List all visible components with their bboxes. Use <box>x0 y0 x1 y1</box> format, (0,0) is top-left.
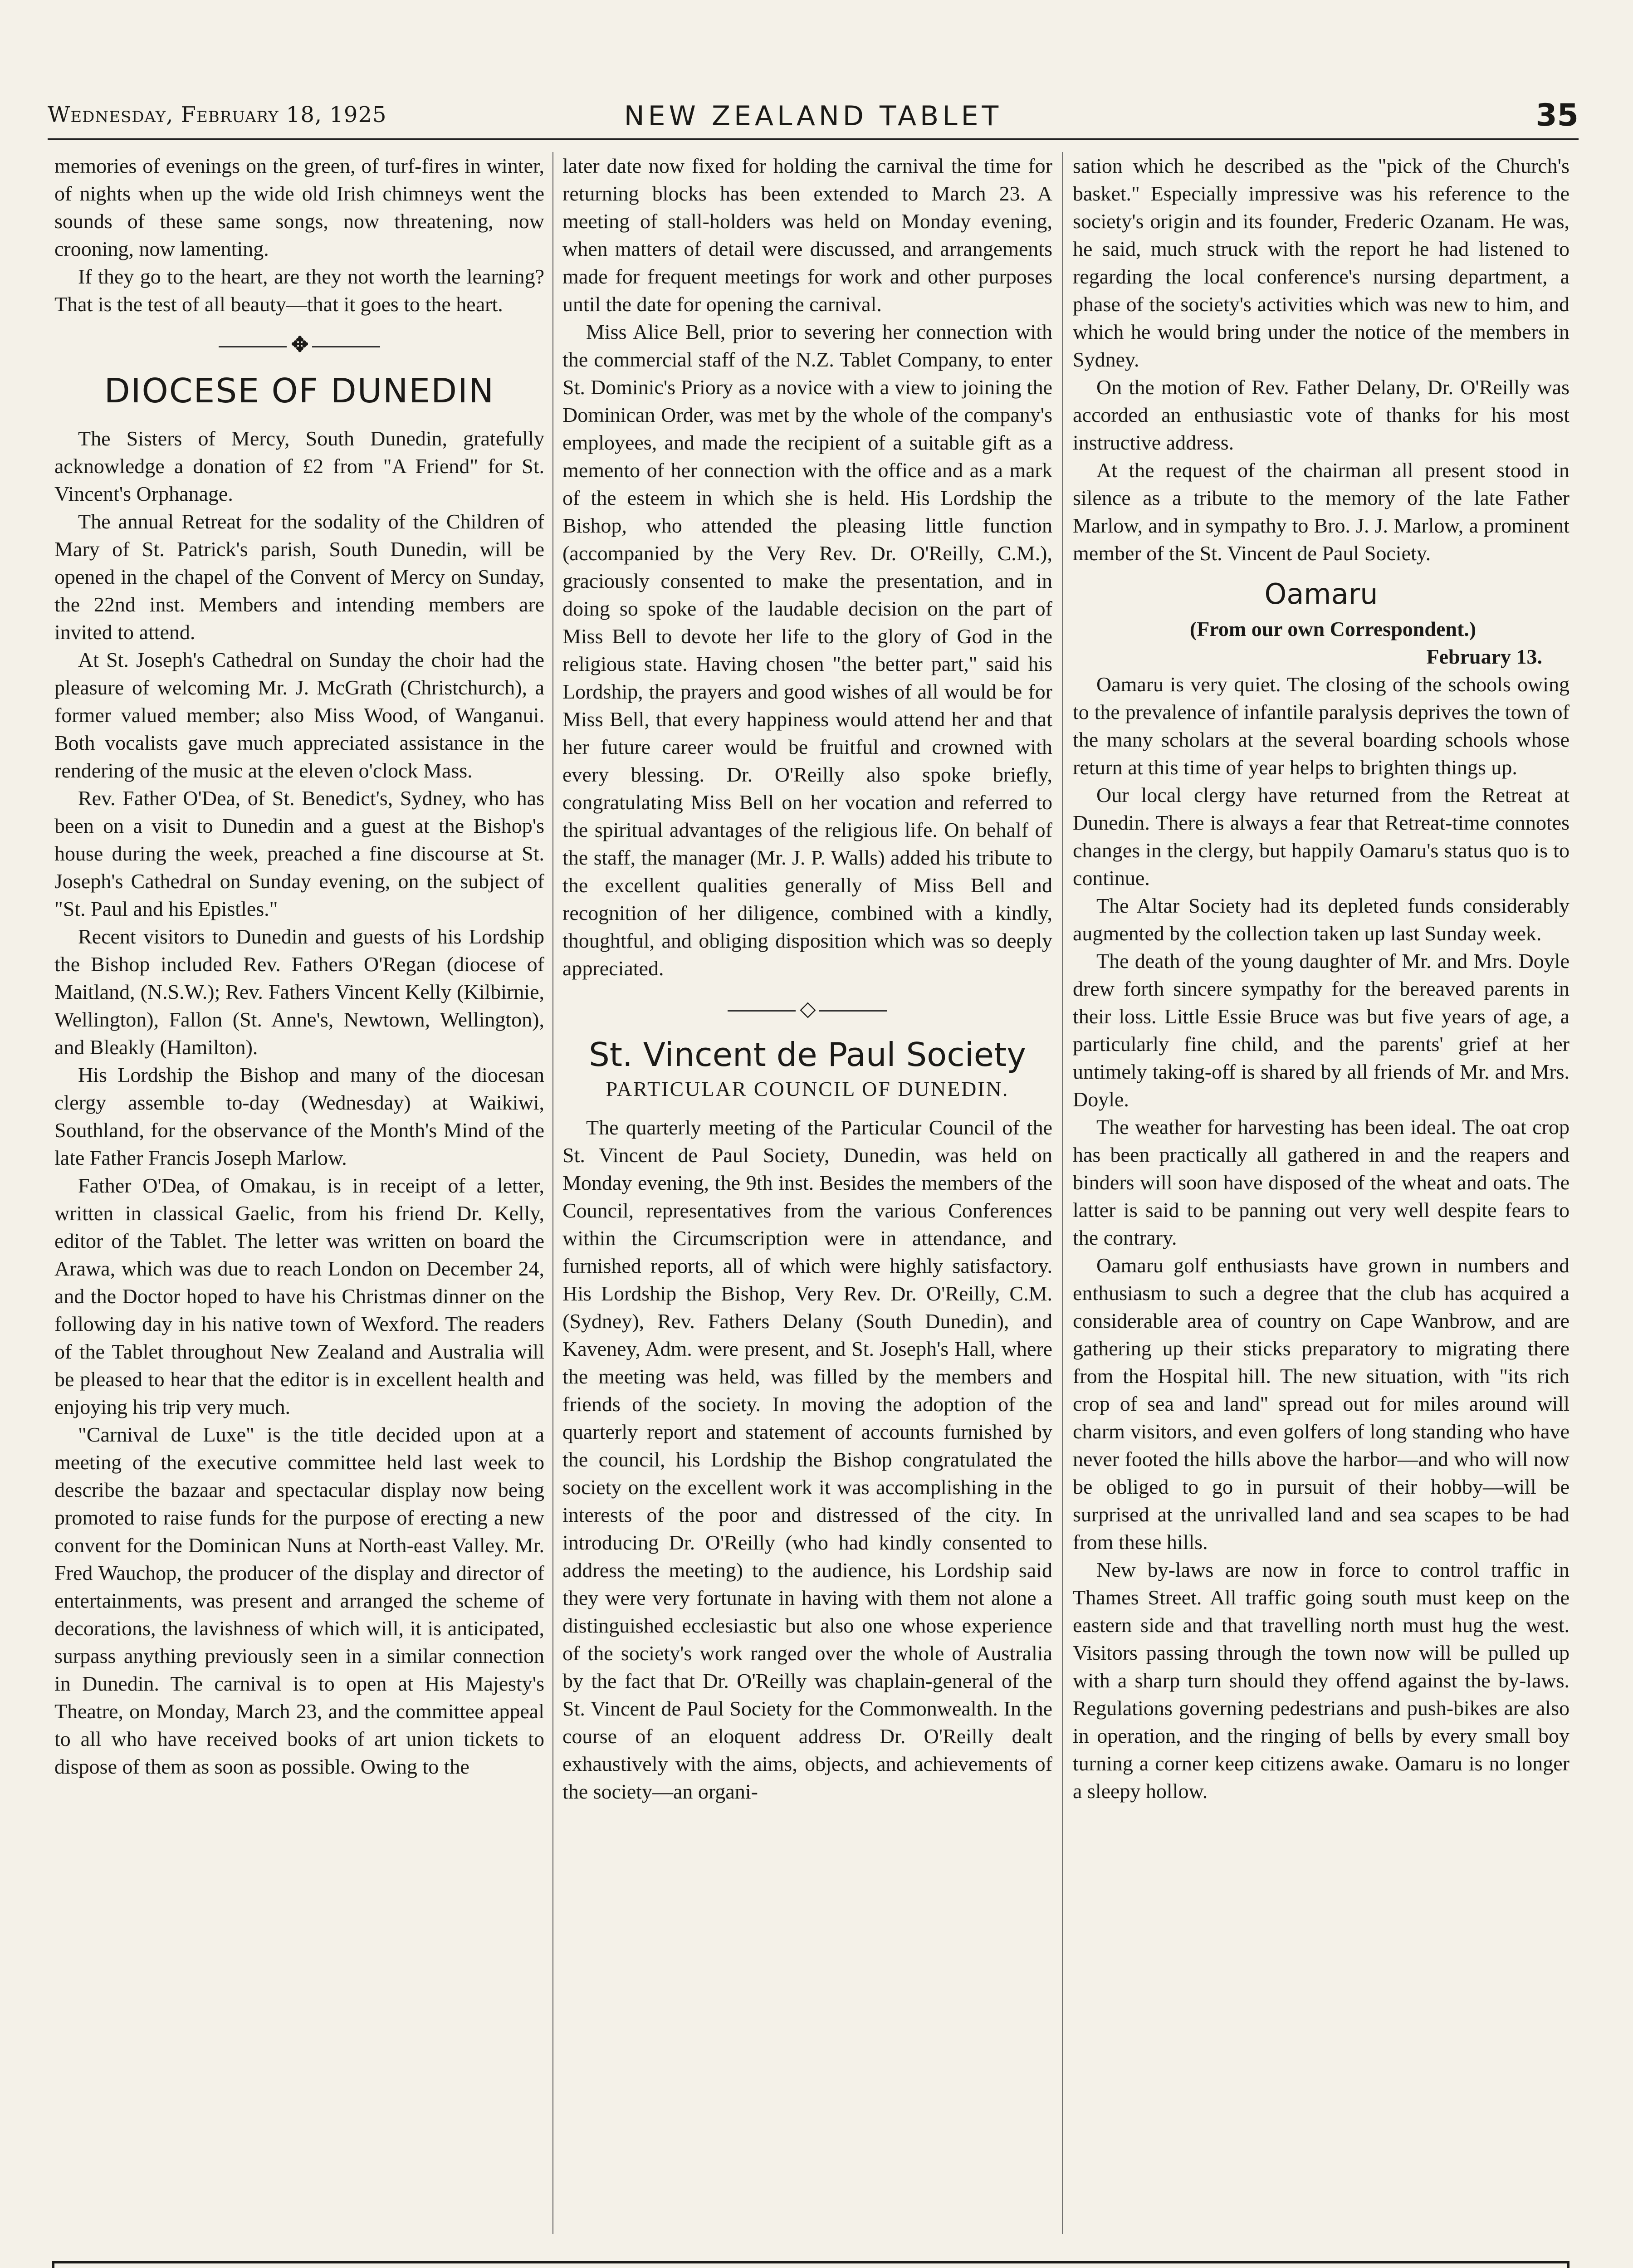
advertisement-banner <box>52 2261 1569 2268</box>
section-divider <box>562 995 1052 1022</box>
section-heading: Oamaru <box>1264 577 1378 611</box>
paragraph: Our local clergy have returned from the Retreat at Dunedin. There is always a fear that Retreat-time connotes changes in the clergy, but happily Oamaru's status quo is to continue. <box>1073 783 1569 890</box>
section-divider <box>54 331 544 358</box>
divider-ornament: ◇ <box>800 997 815 1020</box>
paragraph: Rev. Father O'Dea, of St. Benedict's, Sydney, who has been on a visit to Dunedin and a guest at the Bishop's house during the week, preached a fine discourse at St. Joseph's Cathedral on Sunday evening, on the subject of "St. Paul and his Epistles." <box>54 787 544 920</box>
masthead-title: NEW ZEALAND TABLET <box>624 100 1002 132</box>
paragraph: New by-laws are now in force to control traffic in Thames Street. All traffic going south must keep on the eastern side and that travelling north must hug the west. Visitors passing through the town now will be pulled up with a sharp turn should they offend against the by-laws. Regulations governing pedestrians and push-bikes are also in operation, and the ringing of bells by every small boy turning a corner keep citizens awake. Oamaru is no longer a sleepy hollow. <box>1073 1558 1569 1803</box>
paragraph: "Carnival de Luxe" is the title decided upon at a meeting of the executive committee held last week to describe the bazaar and spectacular display now being promoted to raise funds for the purpose of erecting a new convent for the Dominican Nuns at North-east Valley. Mr. Fred Wauchop, the producer of the display and director of entertainments, was present and arranged the scheme of decorations, the lavishness of which will, it is anticipated, surpass anything previously seen in a similar connection in Dunedin. The carnival is to open at His Majesty's Theatre, on Monday, March 23, and the committee appeal to all who have received books of art union tickets to dispose of them as soon as possible. Owing to the <box>54 1423 544 1778</box>
paragraph: The weather for harvesting has been ideal. The oat crop has been practically all gathered in and the reapers and binders will soon have disposed of the wheat and oats. The latter is said to be panning out very well despite fears to the contrary. <box>1073 1115 1569 1249</box>
paragraph: On the motion of Rev. Father Delany, Dr. O'Reilly was accorded an enthusiastic vote of thanks for his most instructive address. <box>1073 376 1569 454</box>
correspondent-line: (From our own Correspondent.) <box>1189 617 1477 640</box>
paragraph: sation which he described as the "pick of the Church's basket." Especially impressive was his reference to the society's origin and its founder, Frederic Ozanam. He was, he said, much struck with the report he had listened to regarding the local conference's nursing department, a phase of the society's activities which was new to him, and which he would bring under the notice of the members in Sydney. <box>1073 154 1569 371</box>
column-2 <box>562 152 1052 2234</box>
paragraph: The Sisters of Mercy, South Dunedin, gratefully acknowledge a donation of £2 from "A Friend" for St. Vincent's Orphanage. <box>54 427 544 505</box>
paragraph: At St. Joseph's Cathedral on Sunday the choir had the pleasure of welcoming Mr. J. McGrath (Christchurch), a former valued member; also Miss Wood, of Wanganui. Both vocalists gave much appreciated assistance in the rendering of the music at the eleven o'clock Mass. <box>54 648 544 782</box>
page-number: 35 <box>1535 98 1579 133</box>
paragraph: Recent visitors to Dunedin and guests of his Lordship the Bishop included Rev. Fathers O'Regan (diocese of Maitland, (N.S.W.); Rev. Fathers Vincent Kelly (Kilbirnie, Wellington), Fallon (St. Anne's, Newtown, Wellington), and Bleakly (Hamilton). <box>54 925 544 1059</box>
divider-rule <box>312 346 380 347</box>
section-heading: St. Vincent de Paul Society <box>589 1036 1026 1074</box>
paragraph: later date now fixed for holding the carnival the time for returning blocks has been extended to March 23. A meeting of stall-holders was held on Monday evening, when matters of detail were discussed, and arrangements made for frequent meetings for work and other purposes until the date for opening the carnival. <box>562 154 1052 316</box>
dateline: February 13. <box>1426 645 1542 668</box>
paragraph: Oamaru is very quiet. The closing of the schools owing to the prevalence of infantile paralysis deprives the town of the many scholars at the several boarding schools whose return at this time of year helps to brighten things up. <box>1073 673 1569 779</box>
column-rule <box>552 152 553 2234</box>
paragraph: Oamaru golf enthusiasts have grown in numbers and enthusiasm to such a degree that the club has acquired a considerable area of country on Cape Wanbrow, and are gathering up their sticks preparatory to migrating there from the Hospital hill. The new situation, with "its rich crop of sea and land" spread out for miles around will charm visitors, and even golfers of long standing who have never footed the hills above the harbor—and who will now be obliged to go in pursuit of their hobby—will be surprised at the unrivalled land and sea scapes to be had from these hills. <box>1073 1254 1569 1554</box>
divider-rule <box>728 1010 796 1012</box>
paragraph: Miss Alice Bell, prior to severing her connection with the commercial staff of the N.Z. Tablet Company, to enter St. Dominic's Priory as a novice with a view to joining the Dominican Order, was met by the whole of the company's employees, and made the recipient of a suitable gift as a memento of her connection with the office and as a mark of the esteem in which she is held. His Lordship the Bishop, who attended the pleasing little function (accompanied by the Very Rev. Dr. O'Reilly, C.M.), graciously consented to make the presentation, and in doing so spoke of the laudable decision on the part of Miss Bell to devote her life to the glory of God in the religious state. Having chosen "the better part," said his Lordship, the prayers and good wishes of all would be for Miss Bell, that every happiness would attend her and that her future career would be fruitful and crowned with every blessing. Dr. O'Reilly also spoke briefly, congratulating Miss Bell on her vocation and referred to the spiritual advantages of the religious life. On behalf of the staff, the manager (Mr. J. P. Walls) added his tribute to the excellent qualities generally of Miss Bell and recognition of her diligence, combined with a kindly, thoughtful, and obliging disposition which was so deeply appreciated. <box>562 320 1052 980</box>
column-3 <box>1073 152 1569 2234</box>
paragraph: The quarterly meeting of the Particular Council of the St. Vincent de Paul Society, Dunedin, was held on Monday evening, the 9th inst. Besides the members of the Council, representatives from the various Conferences within the Circumscription were in attendance, and furnished reports, all of which were highly satisfactory. His Lordship the Bishop, Very Rev. Dr. O'Reilly, C.M. (Sydney), Rev. Fathers Delany (South Dunedin), and Kaveney, Adm. were present, and St. Joseph's Hall, where the meeting was held, was filled by the members and friends of the society. In moving the adoption of the quarterly report and statement of accounts furnished by the council, his Lordship the Bishop congratulated the society on the excellent work it was accomplishing in the interests of the poor and distressed of the city. In introducing Dr. O'Reilly (who had kindly consented to address the meeting) to the audience, his Lordship said they were very fortunate in having with them not alone a distinguished ecclesiastic but also one whose experience of the society's work ranged over the whole of Australia by the fact that Dr. O'Reilly was chaplain-general of the St. Vincent de Paul Society for the Commonwealth. In the course of an eloquent address Dr. O'Reilly dealt exhaustively with the aims, objects, and achievements of the society—an organi- <box>562 1116 1052 1803</box>
header-rule <box>48 138 1579 140</box>
paragraph: If they go to the heart, are they not worth the learning? That is the test of all beauty—that it goes to the heart. <box>54 265 544 316</box>
header-date: Wednesday, February 18, 1925 <box>48 102 387 127</box>
divider-ornament: ✥ <box>291 333 308 356</box>
paragraph: memories of evenings on the green, of turf-fires in winter, of nights when up the wide old Irish chimneys went the sounds of these same songs, now threatening, now crooning, now lamenting. <box>54 154 544 260</box>
paragraph: His Lordship the Bishop and many of the diocesan clergy assemble to-day (Wednesday) at Waikiwi, Southland, for the observance of the Month's Mind of the late Father Francis Joseph Marlow. <box>54 1063 544 1169</box>
section-subheading: PARTICULAR COUNCIL OF DUNEDIN. <box>606 1077 1009 1100</box>
section-heading: DIOCESE OF DUNEDIN <box>104 371 495 411</box>
divider-rule <box>819 1010 887 1012</box>
page-header <box>48 98 1579 138</box>
paragraph: The Altar Society had its depleted funds considerably augmented by the collection taken up last Sunday week. <box>1073 894 1569 945</box>
paragraph: The death of the young daughter of Mr. and Mrs. Doyle drew forth sincere sympathy for the bereaved parents in their loss. Little Essie Bruce was but five years of age, a particularly fine child, and the parents' grief at her untimely taking-off is shared by all friends of Mr. and Mrs. Doyle. <box>1073 949 1569 1111</box>
divider-rule <box>219 346 287 347</box>
paragraph: Father O'Dea, of Omakau, is in receipt of a letter, written in classical Gaelic, from his friend Dr. Kelly, editor of the Tablet. The letter was written on board the Arawa, which was due to reach London on December 24, and the Doctor hoped to have his Christmas dinner on the following day in his native town of Wexford. The readers of the Tablet throughout New Zealand and Australia will be pleased to hear that the editor is in excellent health and enjoying his trip very much. <box>54 1174 544 1418</box>
column-rule <box>1062 152 1063 2234</box>
paragraph: At the request of the chairman all present stood in silence as a tribute to the memory of the late Father Marlow, and in sympathy to Bro. J. J. Marlow, a prominent member of the St. Vincent de Paul Society. <box>1073 459 1569 565</box>
column-1 <box>54 152 544 2234</box>
paragraph: The annual Retreat for the sodality of the Children of Mary of St. Patrick's parish, South Dunedin, will be opened in the chapel of the Convent of Mercy on Sunday, the 22nd inst. Members and intending members are invited to attend. <box>54 510 544 644</box>
